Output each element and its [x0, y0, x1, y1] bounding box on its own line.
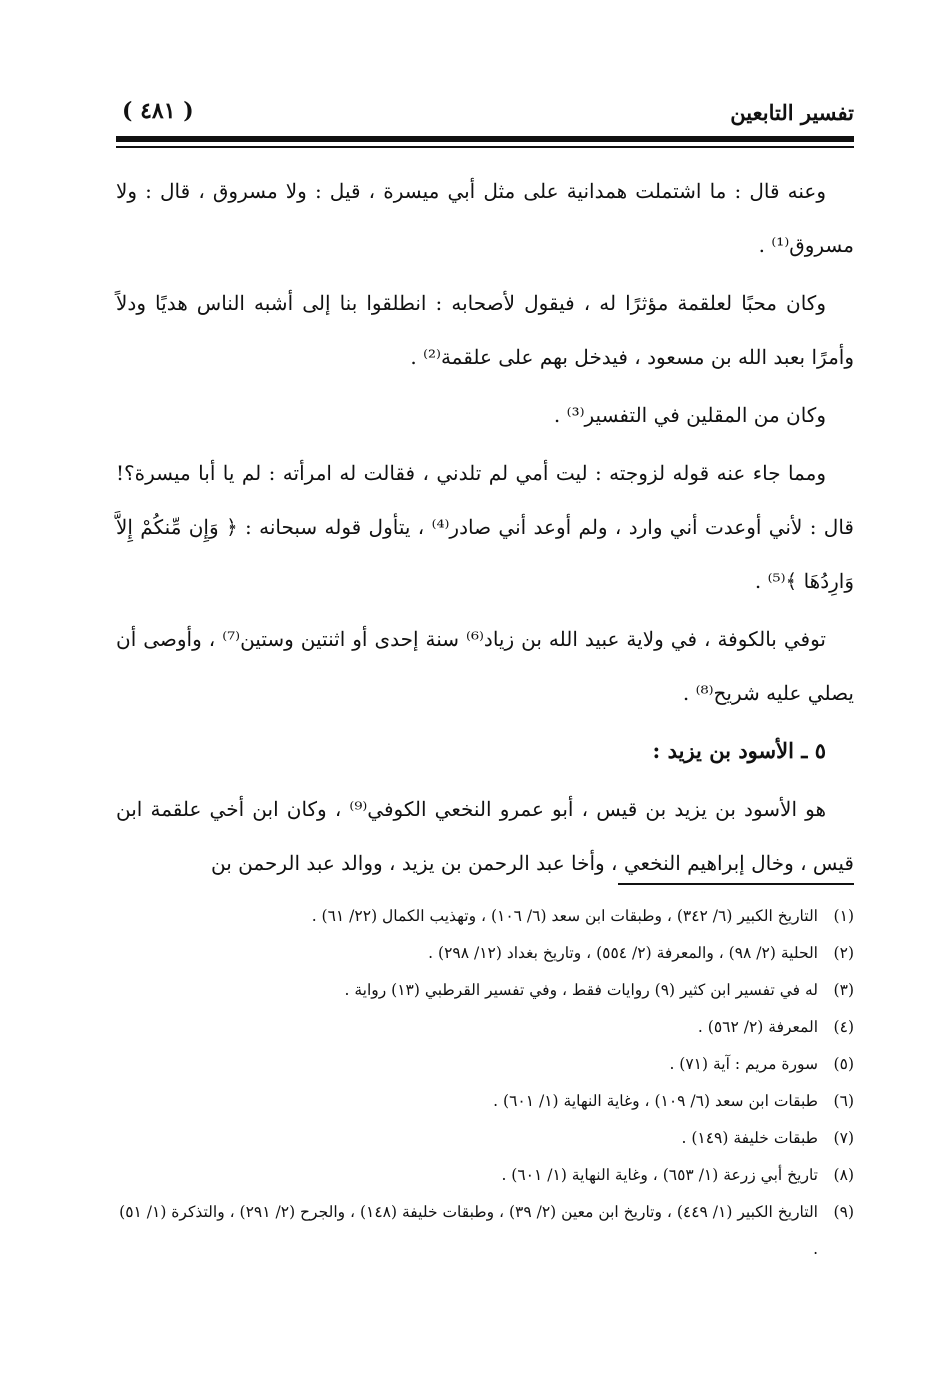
page-header: [116, 96, 854, 130]
page-number: ( ٤٨١ ): [122, 98, 194, 124]
footnote: [116, 972, 854, 1009]
footnote-number: (٧): [833, 1129, 854, 1147]
footnote-text: له في تفسير ابن كثير (٩) روايات فقط ، وفي تفسير القرطبي (١٣) رواية .: [344, 981, 818, 999]
footnote-number: (٩): [833, 1203, 854, 1221]
paragraph: وكان محبًا لعلقمة مؤثرًا له ، فيقول لأصحابه : انطلقوا بنا إلى أشبه الناس هديًا ودلاً وأمرًا بعبد الله بن مسعود ، فيدخل بهم على علقمة⁽²⁾ .: [116, 291, 854, 369]
footnote: [116, 1009, 854, 1046]
footnote-number: (٦): [833, 1092, 854, 1110]
footnote-text: المعرفة (٢/ ٥٦٢) .: [697, 1018, 818, 1036]
footnotes: [116, 898, 854, 1268]
footnote-text: التاريخ الكبير (١/ ٤٤٩) ، وتاريخ ابن معين (٢/ ٣٩) ، وطبقات خليفة (١٤٨) ، والجرح (٢/ ٢٩١) ، والتذكرة (١/ ٥١) .: [119, 1203, 818, 1258]
footnote: [116, 1157, 854, 1194]
paragraph: وكان من المقلين في التفسير⁽³⁾ .: [553, 403, 826, 427]
footnote: [116, 898, 854, 935]
footnote-text: التاريخ الكبير (٦/ ٣٤٢) ، وطبقات ابن سعد (٦/ ١٠٦) ، وتهذيب الكمال (٢٢/ ٦١) .: [311, 907, 818, 925]
header-rule-thick: [116, 136, 854, 142]
footnote-number: (٢): [833, 944, 854, 962]
footnote-text: طبقات ابن سعد (٦/ ١٠٩) ، وغاية النهاية (١/ ٦٠١) .: [493, 1092, 818, 1110]
footnote: [116, 935, 854, 972]
footnote-text: تاريخ أبي زرعة (١/ ٦٥٣) ، وغاية النهاية (١/ ٦٠١) .: [501, 1166, 818, 1184]
footnote: [116, 1194, 854, 1268]
paragraph: وعنه قال : ما اشتملت همدانية على مثل أبي ميسرة ، قيل : ولا مسروق ، قال : ولا مسروق⁽¹⁾ .: [116, 179, 854, 257]
footnote-number: (٤): [833, 1018, 854, 1036]
header-rule-thin: [116, 146, 854, 148]
footnote: [116, 1046, 854, 1083]
footnote-number: (١): [833, 907, 854, 925]
running-title: تفسير التابعين: [730, 100, 854, 125]
footnote: [116, 1120, 854, 1157]
footnote: [116, 1083, 854, 1120]
footnote-text: الحلية (٢/ ٩٨) ، والمعرفة (٢/ ٥٥٤) ، وتاريخ بغداد (١٢/ ٢٩٨) .: [428, 944, 818, 962]
paragraph: ومما جاء عنه قوله لزوجته : ليت أمي لم تلدني ، فقالت له امرأته : لم يا أبا ميسرة؟! قال : لأني أوعدت أني وارد ، ولم أوعد أني صادر⁽⁴⁾ ، يتأول قوله سبحانه : ﴿ وَإِن مِّنكُمْ إِلاَّ وَارِدُهَا ﴾⁽⁵⁾ .: [116, 461, 854, 593]
footnote-separator: [618, 883, 854, 885]
paragraph: توفي بالكوفة ، في ولاية عبيد الله بن زياد⁽⁶⁾ سنة إحدى أو اثنتين وستين⁽⁷⁾ ، وأوصى أن يصلي عليه شريح⁽⁸⁾ .: [116, 627, 854, 705]
footnote-number: (٥): [833, 1055, 854, 1073]
section-heading: ٥ ـ الأسود بن يزيد :: [652, 738, 826, 763]
paragraph: هو الأسود بن يزيد بن قيس ، أبو عمرو النخعي الكوفي⁽⁹⁾ ، وكان ابن أخي علقمة ابن قيس ، وخال إبراهيم النخعي ، وأخا عبد الرحمن بن يزيد ، ووالد عبد الرحمن بن: [116, 797, 854, 875]
footnote-text: طبقات خليفة (١٤٩) .: [681, 1129, 818, 1147]
footnote-number: (٣): [833, 981, 854, 999]
footnote-text: سورة مريم : آية (٧١) .: [669, 1055, 818, 1073]
footnote-number: (٨): [833, 1166, 854, 1184]
main-text: [116, 164, 854, 894]
